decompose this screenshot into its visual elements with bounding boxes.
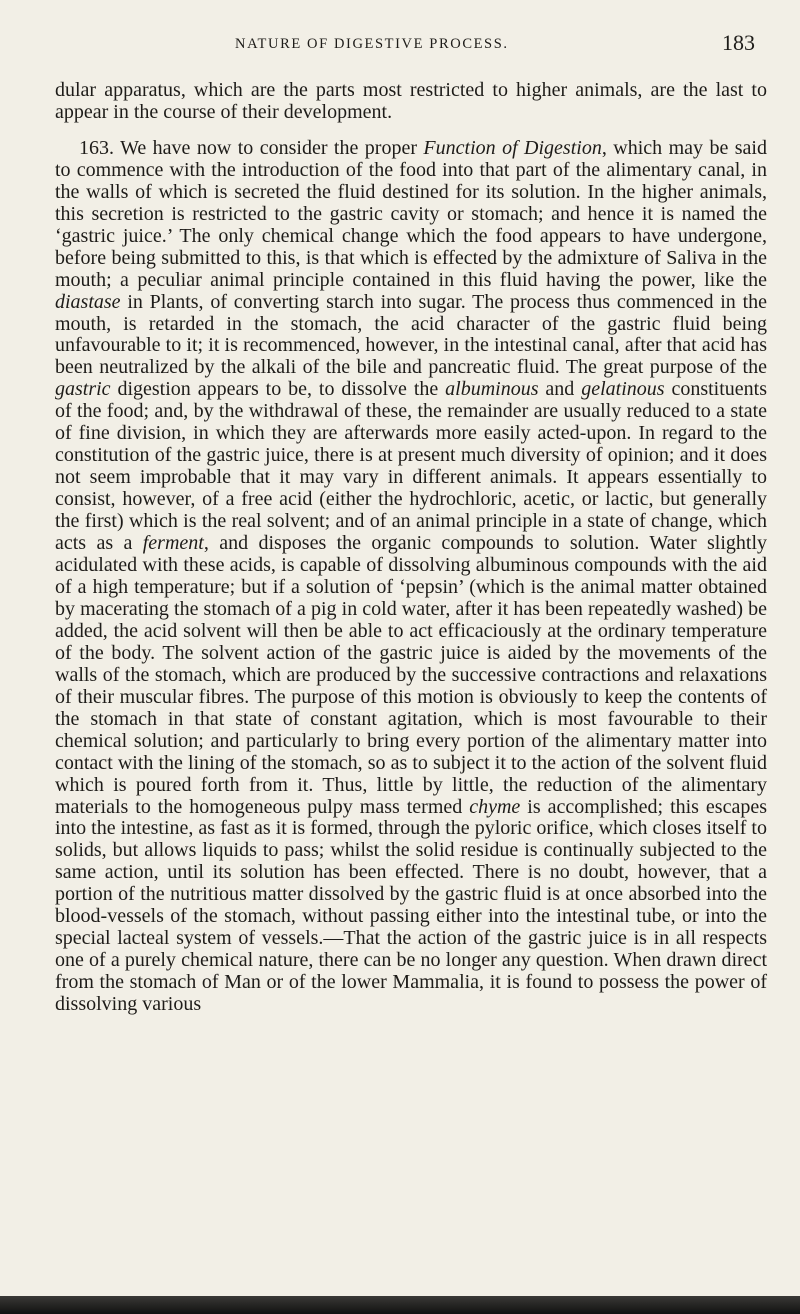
- text-run: , and disposes the organic compounds to solution. Water slightly acidulated with these acids, is capable of dissolving albuminous compounds with the aid of a high temperature; but if a solution of ‘pepsin’ (which is the animal matter obtained by macerating the stomach of a pig in cold water, after it has been repeatedly washed) be added, the acid solvent will then be able to act efficaciously at the ordinary temperature of the body. The solvent action of the gastric juice is aided by the movements of the walls of the stomach, which are produced by the successive contractions and relaxations of their muscular fibres. The purpose of this motion is obviously to keep the contents of the stomach in that state of constant agitation, which is most favourable to their chemical solution; and particularly to bring every portion of the alimentary matter into contact with the lining of the stomach, so as to subject it to the action of the solvent fluid which is poured forth from it. Thus, little by little, the reduction of the alimentary materials to the homogeneous pulpy mass termed: [55, 532, 767, 818]
- continued-paragraph: dular apparatus, which are the parts most restricted to higher animals, are the last to appear in the course of their development.: [55, 79, 767, 123]
- italic-run: chyme: [469, 795, 521, 818]
- text-run: constituents of the food; and, by the withdrawal of these, the remainder are usually reduced to a state of fine division, in which they are afterwards more easily acted-upon. In regard to the constitution of the gastric juice, there is at present much diversity of opinion; and it does not seem improbable that it may vary in different animals. It appears essentially to consist, however, of a free acid (either the hydrochloric, acetic, or lactic, but generally the first) which is the real solvent; and of an animal principle in a state of change, which acts as a: [55, 378, 767, 555]
- text-run: is accomplished; this escapes into the intestine, as fast as it is formed, through the pyloric orifice, which closes itself to solids, but allows liquids to pass; whilst the solid residue is continually subjected to the same action, until its solution has been effected. There is no doubt, however, that a portion of the nutritious matter dissolved by the gastric fluid is at once absorbed into the blood-vessels of the stomach, without passing either into the intestinal tube, or into the special lacteal system of vessels.—That the action of the gastric juice is in all respects one of a purely chemical nature, there can be no longer any question. When drawn direct from the stomach of Man or of the lower Mammalia, it is found to possess the power of dissolving various: [55, 795, 768, 1016]
- italic-run: gelatinous: [581, 378, 665, 401]
- paragraph-163: [55, 138, 767, 1016]
- italic-run: diastase: [55, 290, 121, 313]
- body-text: [55, 80, 767, 1016]
- text-run: , which may be said to commence with the introduction of the food into that part of the alimentary canal, in the walls of which is secreted the fluid destined for its solution. In the higher animals, this secretion is restricted to the gastric cavity or stomach; and hence it is named the ‘gastric juice.’ The only chemical change which the food appears to have undergone, before being submitted to this, is that which is effected by the admixture of Saliva in the mouth; a peculiar animal principle contained in this fluid having the power, like the: [55, 136, 767, 291]
- text-run: digestion appears to be, to dissolve the: [110, 378, 446, 401]
- italic-run: Function of Digestion: [423, 136, 602, 159]
- text-run: and: [538, 378, 582, 401]
- text-run: in Plants, of converting starch into sugar. The process thus commenced in the mouth, is retarded in the stomach, the acid character of the gastric fluid being unfavourable to it; it is recommenced, however, in the intestinal canal, after that acid has been neutralized by the alkali of the bile and pancreatic fluid. The great purpose of the: [55, 290, 767, 379]
- italic-run: ferment: [142, 532, 204, 555]
- text-run: 163. We have now to consider the proper: [79, 136, 424, 159]
- running-head: NATURE OF DIGESTIVE PROCESS.: [235, 36, 509, 52]
- page-bottom-edge: [0, 1296, 800, 1314]
- page-number: 183: [722, 30, 755, 55]
- italic-run: gastric: [55, 378, 111, 401]
- italic-run: albuminous: [445, 378, 539, 401]
